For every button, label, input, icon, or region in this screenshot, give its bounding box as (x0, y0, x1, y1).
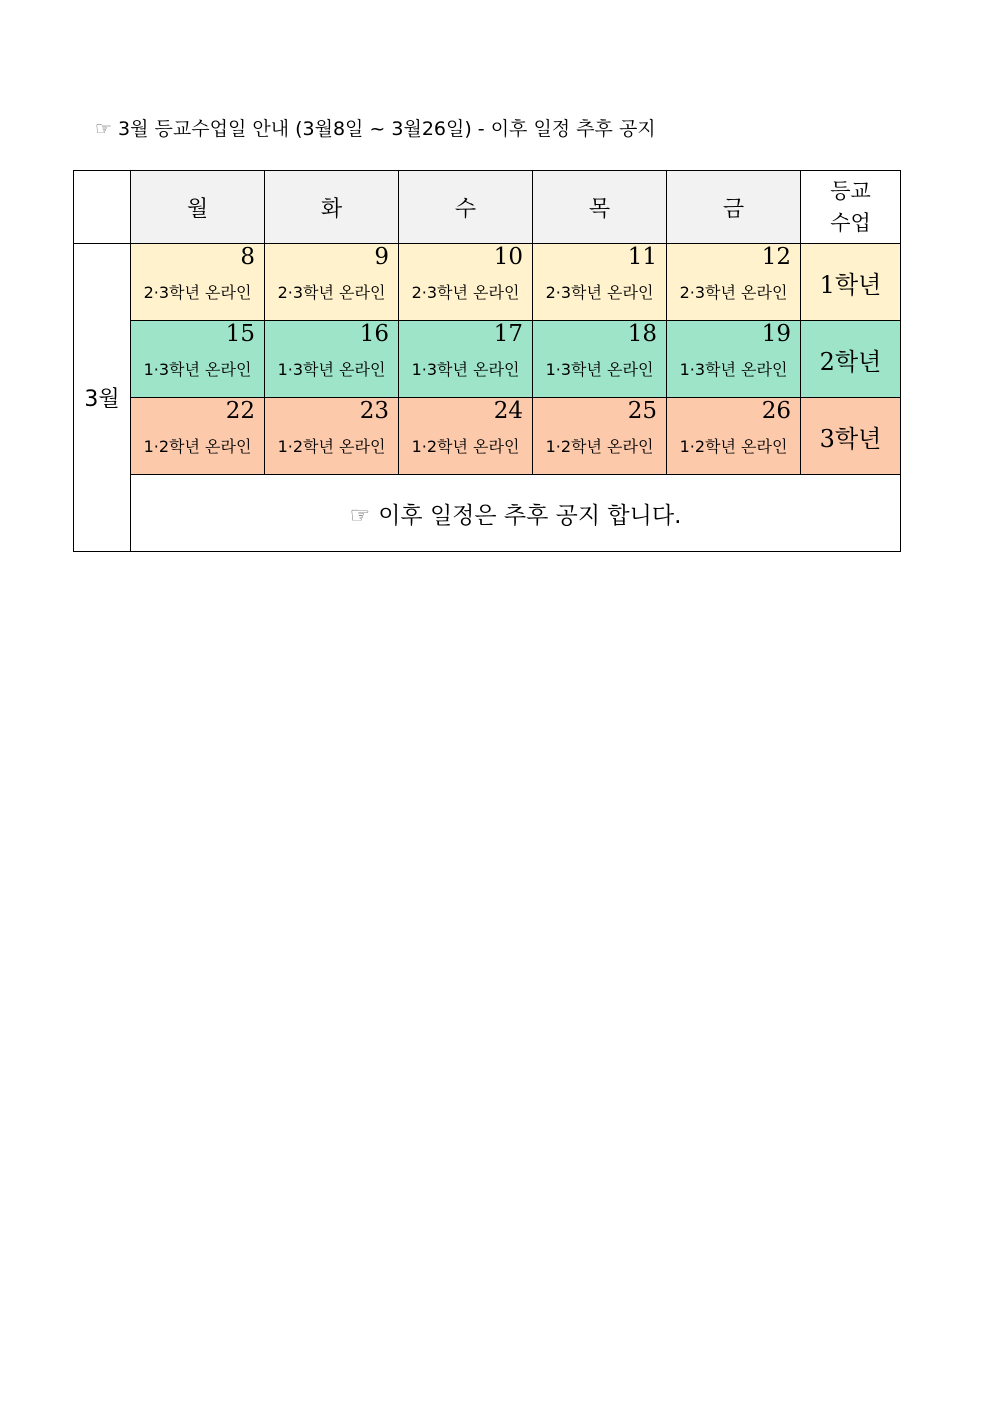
week-row-3 (74, 398, 901, 475)
pointing-hand-icon: ☞ (95, 118, 113, 140)
day-description: 1·2학년 온라인 (679, 437, 788, 456)
day-description: 2·3학년 온라인 (411, 283, 520, 302)
attending-grade: 3학년 (801, 398, 901, 475)
date-number: 26 (761, 398, 791, 424)
date-number: 9 (374, 244, 389, 270)
type-header-line2: 수업 (830, 211, 871, 235)
date-number: 16 (359, 321, 389, 347)
day-description: 1·2학년 온라인 (143, 437, 252, 456)
weekday-thu: 목 (533, 171, 667, 244)
day-cell (533, 244, 667, 321)
date-number: 19 (761, 321, 791, 347)
day-description: 1·3학년 온라인 (545, 360, 654, 379)
heading-text: 3월 등교수업일 안내 (3월8일 ~ 3월26일) - 이후 일정 추후 공지 (118, 118, 656, 140)
day-description: 2·3학년 온라인 (679, 283, 788, 302)
date-number: 17 (493, 321, 523, 347)
date-number: 18 (627, 321, 657, 347)
weekday-tue: 화 (265, 171, 399, 244)
date-number: 15 (225, 321, 255, 347)
day-description: 1·3학년 온라인 (277, 360, 386, 379)
day-description: 1·2학년 온라인 (411, 437, 520, 456)
weekday-mon: 월 (131, 171, 265, 244)
type-header-line1: 등교 (830, 179, 871, 203)
day-description: 2·3학년 온라인 (143, 283, 252, 302)
weekday-header-row (74, 171, 901, 244)
date-number: 10 (493, 244, 523, 270)
month-label: 3월 (74, 244, 131, 552)
pointing-hand-icon: ☞ (349, 502, 371, 529)
day-cell (399, 398, 533, 475)
day-cell (265, 398, 399, 475)
day-cell (667, 244, 801, 321)
notice-row (74, 475, 901, 552)
day-cell (265, 244, 399, 321)
page-heading (95, 114, 656, 141)
weekday-wed: 수 (399, 171, 533, 244)
corner-cell (74, 171, 131, 244)
day-cell (533, 398, 667, 475)
day-cell (131, 321, 265, 398)
week-row-2 (74, 321, 901, 398)
day-cell (667, 398, 801, 475)
attendance-type-header (801, 171, 901, 244)
day-description: 1·2학년 온라인 (277, 437, 386, 456)
attending-grade: 1학년 (801, 244, 901, 321)
day-description: 1·2학년 온라인 (545, 437, 654, 456)
day-cell (265, 321, 399, 398)
day-description: 2·3학년 온라인 (545, 283, 654, 302)
weekday-fri: 금 (667, 171, 801, 244)
date-number: 12 (761, 244, 791, 270)
day-cell (399, 244, 533, 321)
attending-grade: 2학년 (801, 321, 901, 398)
date-number: 24 (493, 398, 523, 424)
day-description: 1·3학년 온라인 (411, 360, 520, 379)
day-cell (399, 321, 533, 398)
day-cell (131, 244, 265, 321)
day-description: 1·3학년 온라인 (143, 360, 252, 379)
date-number: 8 (240, 244, 255, 270)
date-number: 23 (359, 398, 389, 424)
date-number: 22 (225, 398, 255, 424)
school-attendance-table (73, 170, 901, 552)
notice-text: 이후 일정은 추후 공지 합니다. (378, 502, 682, 529)
date-number: 25 (627, 398, 657, 424)
date-number: 11 (627, 244, 657, 270)
day-description: 1·3학년 온라인 (679, 360, 788, 379)
notice-cell (131, 475, 901, 552)
day-description: 2·3학년 온라인 (277, 283, 386, 302)
day-cell (533, 321, 667, 398)
day-cell (667, 321, 801, 398)
day-cell (131, 398, 265, 475)
week-row-1 (74, 244, 901, 321)
